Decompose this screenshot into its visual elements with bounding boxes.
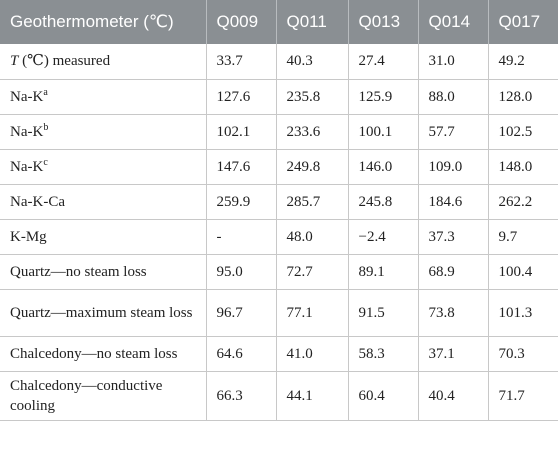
cell-q011: 41.0 [276, 336, 348, 371]
header-q011: Q011 [276, 0, 348, 44]
cell-q013: 245.8 [348, 184, 418, 219]
row-label: Quartz—maximum steam loss [0, 289, 206, 336]
row-label [0, 79, 206, 114]
cell-q014: 73.8 [418, 289, 488, 336]
table-row [0, 114, 558, 149]
cell-q013: −2.4 [348, 219, 418, 254]
cell-q011: 40.3 [276, 44, 348, 79]
header-row [0, 0, 558, 44]
label-text: (℃) measured [18, 53, 111, 70]
cell-q009: 147.6 [206, 149, 276, 184]
table-row [0, 289, 558, 336]
cell-q011: 48.0 [276, 219, 348, 254]
row-label: Quartz—no steam loss [0, 254, 206, 289]
cell-q017: 71.7 [488, 371, 558, 420]
header-q009: Q009 [206, 0, 276, 44]
cell-q011: 77.1 [276, 289, 348, 336]
row-label: Na-K-Ca [0, 184, 206, 219]
cell-q011: 72.7 [276, 254, 348, 289]
table-row [0, 149, 558, 184]
cell-q017: 102.5 [488, 114, 558, 149]
cell-q014: 37.1 [418, 336, 488, 371]
table-row [0, 44, 558, 79]
label-superscript: b [43, 121, 49, 133]
table-row [0, 371, 558, 420]
cell-q009: 64.6 [206, 336, 276, 371]
table-row [0, 219, 558, 254]
cell-q017: 128.0 [488, 79, 558, 114]
cell-q017: 100.4 [488, 254, 558, 289]
cell-q009: 259.9 [206, 184, 276, 219]
label-italic: T [10, 53, 19, 70]
cell-q014: 109.0 [418, 149, 488, 184]
cell-q014: 184.6 [418, 184, 488, 219]
table-row [0, 184, 558, 219]
header-q017: Q017 [488, 0, 558, 44]
cell-q009: 96.7 [206, 289, 276, 336]
header-q014: Q014 [418, 0, 488, 44]
cell-q013: 125.9 [348, 79, 418, 114]
cell-q017: 49.2 [488, 44, 558, 79]
table-row [0, 254, 558, 289]
cell-q017: 70.3 [488, 336, 558, 371]
cell-q017: 148.0 [488, 149, 558, 184]
row-label [0, 114, 206, 149]
cell-q009: 66.3 [206, 371, 276, 420]
cell-q009: 95.0 [206, 254, 276, 289]
cell-q014: 68.9 [418, 254, 488, 289]
row-label: Chalcedony—no steam loss [0, 336, 206, 371]
cell-q009: 102.1 [206, 114, 276, 149]
cell-q014: 88.0 [418, 79, 488, 114]
cell-q014: 40.4 [418, 371, 488, 420]
cell-q017: 101.3 [488, 289, 558, 336]
cell-q011: 44.1 [276, 371, 348, 420]
table-row [0, 336, 558, 371]
cell-q014: 31.0 [418, 44, 488, 79]
cell-q013: 100.1 [348, 114, 418, 149]
row-label: Chalcedony—conductive cooling [0, 371, 206, 420]
label-text: Na-K [10, 158, 44, 175]
cell-q011: 249.8 [276, 149, 348, 184]
cell-q013: 146.0 [348, 149, 418, 184]
row-label [0, 149, 206, 184]
cell-q011: 235.8 [276, 79, 348, 114]
cell-q013: 89.1 [348, 254, 418, 289]
cell-q014: 57.7 [418, 114, 488, 149]
row-label [0, 44, 206, 79]
cell-q009: 127.6 [206, 79, 276, 114]
label-text: Na-K [10, 123, 44, 140]
cell-q011: 233.6 [276, 114, 348, 149]
cell-q014: 37.3 [418, 219, 488, 254]
cell-q017: 9.7 [488, 219, 558, 254]
cell-q013: 91.5 [348, 289, 418, 336]
cell-q011: 285.7 [276, 184, 348, 219]
label-superscript: a [43, 86, 48, 98]
cell-q013: 27.4 [348, 44, 418, 79]
label-text: Na-K [10, 88, 44, 105]
row-label: K-Mg [0, 219, 206, 254]
table-row [0, 79, 558, 114]
cell-q013: 58.3 [348, 336, 418, 371]
cell-q013: 60.4 [348, 371, 418, 420]
label-superscript: c [43, 156, 48, 168]
header-q013: Q013 [348, 0, 418, 44]
cell-q017: 262.2 [488, 184, 558, 219]
cell-q009: 33.7 [206, 44, 276, 79]
cell-q009: - [206, 219, 276, 254]
header-geothermometer: Geothermometer (℃) [10, 12, 174, 31]
